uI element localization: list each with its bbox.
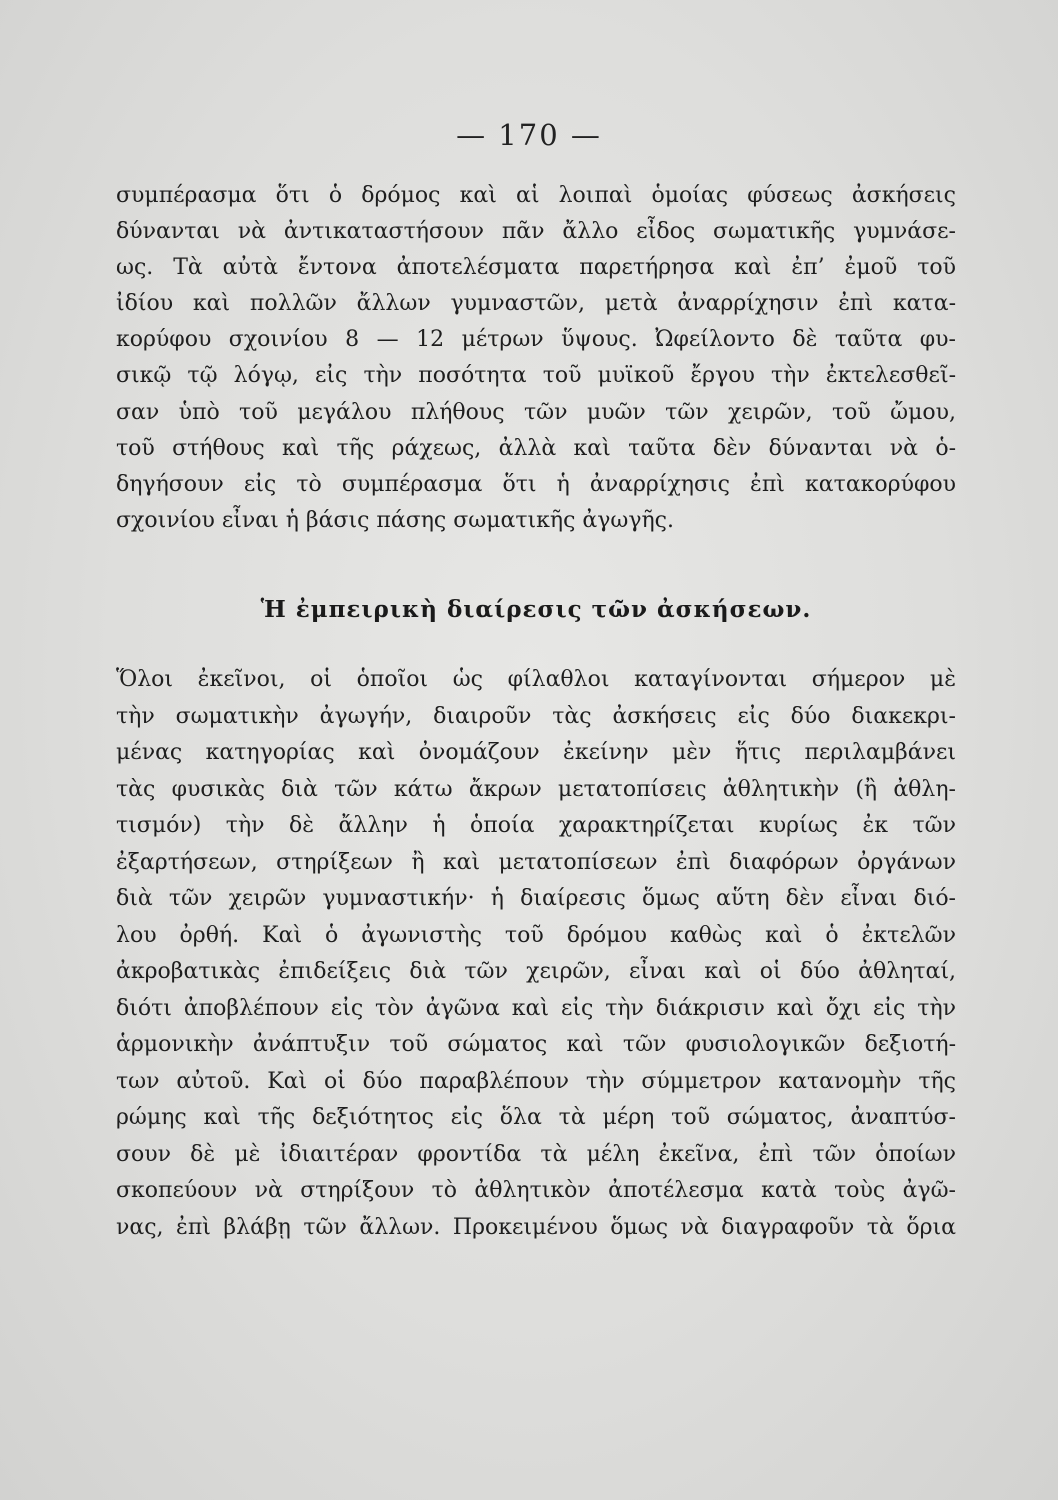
text-line: τὴν σωματικὴν ἀγωγήν, διαιροῦν τὰς ἀσκήσεις εἰς δύο διακεκρι- <box>116 703 956 729</box>
text-line: των αὐτοῦ. Καὶ οἱ δύο παραβλέπουν τὴν σύμμετρον κατανομὴν τῆς <box>116 1068 956 1094</box>
text-line: ρώμης καὶ τῆς δεξιότητος εἰς ὅλα τὰ μέρη τοῦ σώματος, ἀναπτύσ- <box>116 1105 956 1130</box>
text-line: ἁρμονικὴν ἀνάπτυξιν τοῦ σώματος καὶ τῶν φυσιολογικῶν δεξιοτή- <box>116 1032 956 1057</box>
text-line: δύνανται νὰ ἀντικαταστήσουν πᾶν ἄλλο εἶδος σωματικῆς γυμνάσε- <box>116 219 956 245</box>
section-heading: Ἡ ἐμπειρικὴ διαίρεσις τῶν ἀσκήσεων. <box>260 596 812 623</box>
text-line: δηγήσουν εἰς τὸ συμπέρασμα ὅτι ἡ ἀναρρίχησις ἐπὶ κατακορύφου <box>116 471 956 497</box>
text-line: σικῷ τῷ λόγῳ, εἰς τὴν ποσότητα τοῦ μυϊκοῦ ἔργου τὴν ἐκτελεσθεῖ- <box>116 363 956 389</box>
text-line: σχοινίου εἶναι ἡ βάσις πάσης σωματικῆς ἀγωγῆς. <box>116 507 674 533</box>
text-line: συμπέρασμα ὅτι ὁ δρόμος καὶ αἱ λοιπαὶ ὁμοίας φύσεως ἀσκήσεις <box>116 183 956 208</box>
paragraph-2 <box>116 662 956 1246</box>
text-line: Ὅλοι ἐκεῖνοι, οἱ ὁποῖοι ὡς φίλαθλοι καταγίνονται σήμερον μὲ <box>116 667 956 692</box>
text-line: ἰδίου καὶ πολλῶν ἄλλων γυμναστῶν, μετὰ ἀναρρίχησιν ἐπὶ κατα- <box>116 291 956 317</box>
text-line: κορύφου σχοινίου 8 — 12 μέτρων ὕψους. Ὠφείλοντο δὲ ταῦτα φυ- <box>116 327 956 353</box>
text-line: τοῦ στήθους καὶ τῆς ράχεως, ἀλλὰ καὶ ταῦτα δὲν δύνανται νὰ ὁ- <box>116 435 956 461</box>
text-line: νας, ἐπὶ βλάβῃ τῶν ἄλλων. Προκειμένου ὅμως νὰ διαγραφοῦν τὰ ὅρια <box>116 1214 956 1240</box>
text-line: ἀκροβατικὰς ἐπιδείξεις διὰ τῶν χειρῶν, εἶναι καὶ οἱ δύο ἀθληταί, <box>116 959 956 984</box>
text-line: σουν δὲ μὲ ἰδιαιτέραν φροντίδα τὰ μέλη ἐκεῖνα, ἐπὶ τῶν ὁποίων <box>116 1141 956 1167</box>
text-line: ἐξαρτήσεων, στηρίξεων ἢ καὶ μετατοπίσεων ἐπὶ διαφόρων ὀργάνων <box>116 849 956 875</box>
text-line: διότι ἀποβλέπουν εἰς τὸν ἀγῶνα καὶ εἰς τὴν διάκρισιν καὶ ὄχι εἰς τὴν <box>116 995 956 1021</box>
text-line: ως. Τὰ αὐτὰ ἔντονα ἀποτελέσματα παρετήρησα καὶ ἐπ’ ἐμοῦ τοῦ <box>116 255 956 281</box>
text-line: τισμόν) τὴν δὲ ἄλλην ἡ ὁποία χαρακτηρίζεται κυρίως ἐκ τῶν <box>116 813 956 838</box>
text-line: σαν ὑπὸ τοῦ μεγάλου πλήθους τῶν μυῶν τῶν χειρῶν, τοῦ ὤμου, <box>116 399 956 425</box>
paragraph-1 <box>116 178 956 539</box>
text-line: μένας κατηγορίας καὶ ὀνομάζουν ἐκείνην μὲν ἥτις περιλαμβάνει <box>116 740 956 765</box>
text-line: σκοπεύουν νὰ στηρίξουν τὸ ἀθλητικὸν ἀποτέλεσμα κατὰ τοὺς ἀγῶ- <box>116 1178 956 1203</box>
page-number: — 170 — <box>456 118 602 152</box>
text-line: διὰ τῶν χειρῶν γυμναστικήν· ἡ διαίρεσις ὅμως αὕτη δὲν εἶναι διό- <box>116 886 956 911</box>
text-line: λου ὀρθή. Καὶ ὁ ἀγωνιστὴς τοῦ δρόμου καθὼς καὶ ὁ ἐκτελῶν <box>116 922 956 948</box>
text-line: τὰς φυσικὰς διὰ τῶν κάτω ἄκρων μετατοπίσεις ἀθλητικὴν (ἢ ἀθλη- <box>116 776 956 802</box>
